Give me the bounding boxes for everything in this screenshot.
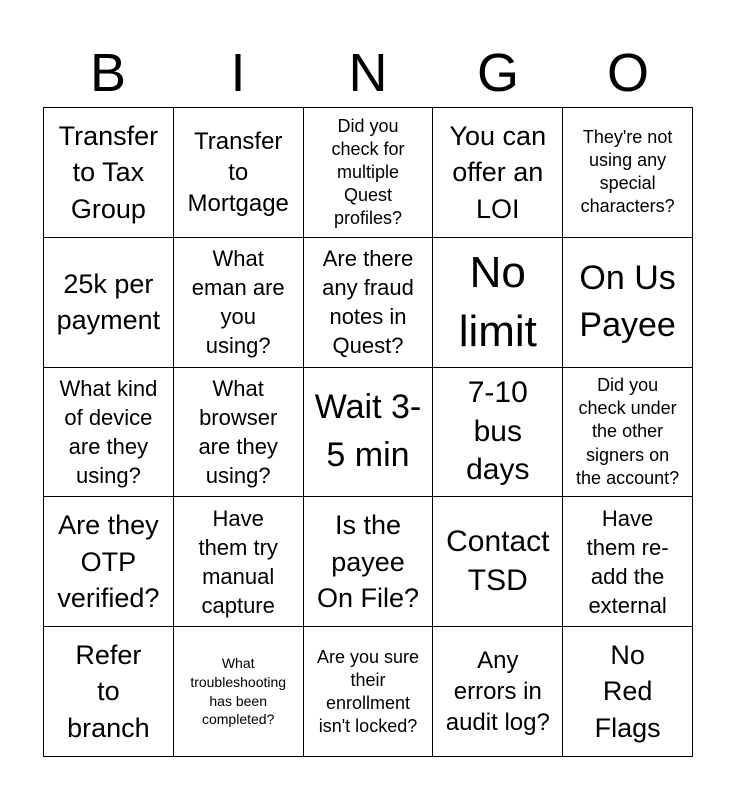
bingo-cell[interactable] bbox=[44, 368, 174, 498]
bingo-card-grid bbox=[43, 107, 693, 757]
cell-text: 7-10 bus days bbox=[466, 376, 530, 487]
cell-text: What browser are they using? bbox=[198, 375, 278, 489]
bingo-cell[interactable] bbox=[44, 497, 174, 627]
header-letter-i: I bbox=[230, 43, 246, 103]
cell-text: 25k per payment bbox=[56, 268, 161, 336]
bingo-cell[interactable] bbox=[563, 627, 693, 757]
bingo-cell[interactable] bbox=[44, 108, 174, 238]
bingo-cell[interactable] bbox=[174, 108, 304, 238]
bingo-cell[interactable] bbox=[433, 238, 563, 368]
cell-text: What eman are you using? bbox=[191, 246, 285, 359]
bingo-cell[interactable] bbox=[433, 108, 563, 238]
bingo-cell[interactable] bbox=[433, 368, 563, 498]
header-letter-g: G bbox=[476, 43, 519, 103]
cell-text: Have them re- add the external bbox=[586, 505, 669, 618]
cell-text: No Red Flags bbox=[594, 639, 661, 743]
bingo-cell[interactable] bbox=[563, 497, 693, 627]
bingo-cell[interactable] bbox=[304, 108, 434, 238]
cell-text: They're not using any special characters? bbox=[580, 127, 675, 217]
cell-text: Transfer to Mortgage bbox=[187, 127, 289, 217]
bingo-cell[interactable] bbox=[44, 627, 174, 757]
bingo-cell[interactable] bbox=[174, 368, 304, 498]
cell-text: You can offer an LOI bbox=[449, 120, 547, 224]
bingo-cell[interactable] bbox=[174, 627, 304, 757]
bingo-cell[interactable] bbox=[563, 368, 693, 498]
cell-text: Is the payee On File? bbox=[316, 510, 420, 613]
cell-text: Any errors in audit log? bbox=[445, 646, 550, 737]
cell-text: Are you sure their enrollment isn't locked? bbox=[316, 646, 420, 736]
bingo-cell[interactable] bbox=[44, 238, 174, 368]
cell-text: Did you check under the other signers on the account? bbox=[576, 375, 680, 488]
cell-text: What troubleshooting has been completed? bbox=[190, 654, 287, 728]
cell-text: Are they OTP verified? bbox=[57, 510, 160, 613]
cell-text: Did you check for multiple Quest profiles? bbox=[331, 115, 405, 228]
bingo-cell[interactable] bbox=[433, 497, 563, 627]
bingo-cell[interactable] bbox=[433, 627, 563, 757]
cell-text: No limit bbox=[458, 247, 537, 357]
bingo-cell[interactable] bbox=[563, 238, 693, 368]
header-letter-n: N bbox=[348, 43, 388, 103]
cell-text: Contact TSD bbox=[446, 525, 550, 597]
header-letter-o: O bbox=[606, 43, 649, 103]
cell-text: Refer to branch bbox=[67, 639, 150, 743]
cell-text: Have them try manual capture bbox=[198, 505, 278, 618]
bingo-cell[interactable] bbox=[304, 627, 434, 757]
bingo-header bbox=[43, 40, 693, 106]
bingo-cell[interactable] bbox=[304, 497, 434, 627]
cell-text: Wait 3- 5 min bbox=[314, 388, 422, 474]
bingo-cell[interactable] bbox=[174, 497, 304, 627]
cell-text: What kind of device are they using? bbox=[59, 375, 158, 489]
header-letter-b: B bbox=[89, 43, 127, 103]
cell-text: Are there any fraud notes in Quest? bbox=[322, 246, 414, 359]
bingo-cell[interactable] bbox=[304, 368, 434, 498]
bingo-cell[interactable] bbox=[174, 238, 304, 368]
cell-text: On Us Payee bbox=[579, 258, 676, 345]
bingo-cell[interactable] bbox=[563, 108, 693, 238]
cell-text: Transfer to Tax Group bbox=[58, 120, 159, 224]
bingo-cell[interactable] bbox=[304, 238, 434, 368]
